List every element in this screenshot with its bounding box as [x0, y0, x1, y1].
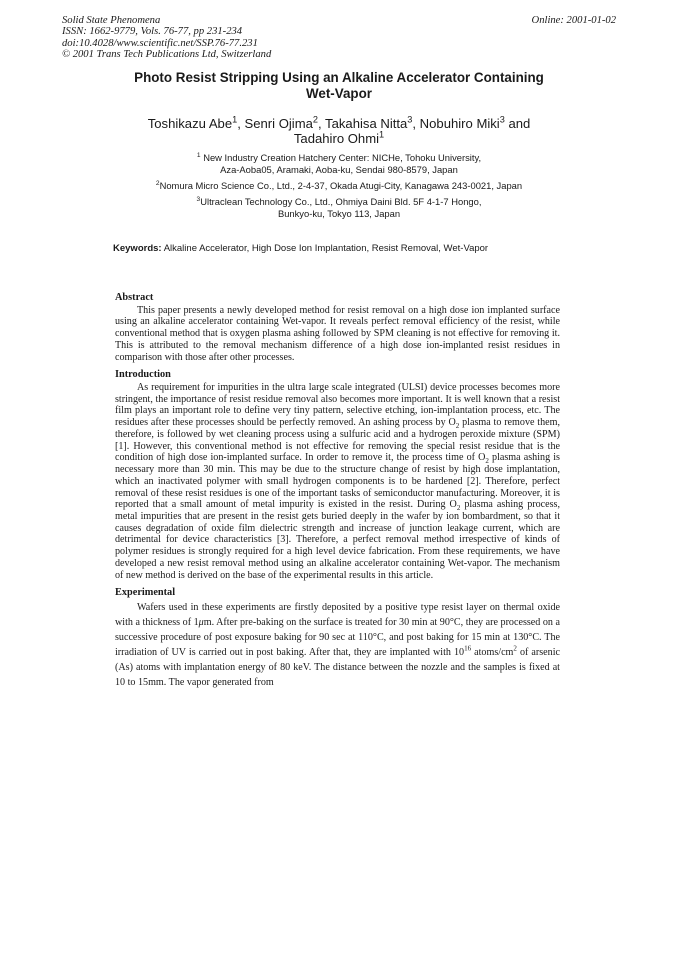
introduction-section [115, 369, 560, 581]
journal-name: Solid State Phenomena [62, 15, 161, 26]
text-run: m. After pre-baking on the surface is treated for 30 min at 90°C, they are processed on a successive procedure of post exposure baking for 90 sec at 110°C, and post baking for 15 min at 130°C. The irradiation of UV is carried out in post baking. After that, they are implanted with 10 [115, 617, 560, 659]
author-list [62, 116, 616, 146]
abstract-text: This paper presents a newly developed method for resist removal on a high dose ion implanted surface using an alkaline accelerator containing Wet-vapor. It reveals perfect removal efficiency of the resist, while conventional method that is oxygen plasma ashing followed by SPM cleaning is not effective for removing it. This is attributed to the removal mechanism difference of a high dose ion-implanted resist residues in comparison with those after other processes. [115, 304, 560, 363]
doi-line[interactable]: doi:10.4028/www.scientific.net/SSP.76-77.231 [62, 37, 258, 49]
paper-body [115, 292, 560, 697]
text-run: plasma ashing is necessary more than 30 min. This may be due to the structure change of resist by high dose implantation, which an inactivated polymer with small hydrogen components is to be hardened [2]. Therefore, perfect removal of these resist residues is one of the important tasks of semiconductor manufacturing. Moreover, it is reported that a small amount of metal impurity is existed in the resist. During O [115, 452, 560, 511]
author-name: Senri Ojima [244, 116, 313, 131]
introduction-heading: Introduction [115, 369, 171, 381]
micro-symbol: μ [198, 617, 204, 629]
affiliation-text: Ultraclean Technology Co., Ltd., Ohmiya Daini Bld. 5F 4-1-7 Hongo, [200, 196, 482, 207]
journal-header [62, 15, 402, 61]
affiliations [62, 152, 616, 224]
author-conjunction: and [508, 116, 531, 131]
text-run: atoms/cm [471, 647, 514, 659]
author-name: Nobuhiro Miki [419, 116, 500, 131]
issn-line: ISSN: 1662-9779, Vols. 76-77, pp 231-234 [62, 26, 243, 38]
affiliation-mark: 1 [196, 151, 201, 159]
subscript: 2 [485, 457, 489, 466]
author-affil-mark: 1 [379, 129, 385, 140]
author-affil-mark: 3 [499, 114, 505, 125]
copyright-line: © 2001 Trans Tech Publications Ltd, Switzerland [62, 49, 272, 61]
affiliation-1 [62, 152, 616, 176]
experimental-text [115, 600, 560, 691]
author-line-2 [62, 131, 616, 146]
experimental-heading: Experimental [115, 587, 176, 599]
affiliation-text: Nomura Micro Science Co., Ltd., 2-4-37, Okada Atugi-City, Kanagawa 243-0021, Japan [159, 180, 523, 191]
paper-title [62, 70, 616, 101]
affiliation-text: New Industry Creation Hatchery Center: NICHe, Tohoku University, [203, 152, 482, 163]
affiliation-2 [62, 180, 616, 192]
title-line-2: Wet-Vapor [306, 85, 372, 101]
introduction-text [115, 382, 560, 581]
author-affil-mark: 3 [407, 114, 413, 125]
subscript: 2 [456, 504, 461, 513]
abstract-section [115, 292, 560, 363]
abstract-heading: Abstract [115, 292, 154, 303]
title-line-1: Photo Resist Stripping Using an Alkaline Accelerator Containing [134, 70, 544, 85]
superscript: 2 [513, 644, 517, 653]
affiliation-text: Bunkyo-ku, Tokyo 113, Japan [277, 208, 401, 219]
author-name: Toshikazu Abe [147, 116, 233, 131]
author-affil-mark: 1 [232, 114, 238, 125]
keywords-label: Keywords: [113, 243, 162, 254]
superscript: 16 [464, 644, 472, 653]
text-run: of arsenic (As) atoms with implantation energy of 80 keV. The distance between the nozzle and the samples is fixed at 10 to 15mm. The vapor generated from [115, 647, 560, 689]
author-name: Tadahiro Ohmi [293, 131, 380, 147]
affiliation-3 [62, 196, 616, 220]
experimental-section [115, 587, 560, 690]
text-run: plasma ashing process, metal impurities that are present in the resist gets buried deeply in the wafer by ion bombardment, so that it causes degradation of oxide film dielectric strength and increase of junction leakage current, which are detrimental for device characteristics [3]. Therefore, a perfect removal method irrespective of kinds of polymer residues is strongly required for a high level device fabrication. From these requirements, we have developed a new resist removal method using an alkaline accelerator containing Wet-vapor. The mechanism of new method is derived on the base of the experimental results in this article. [115, 499, 560, 581]
author-line-1: Toshikazu Abe$^1$, Senri Ojima$^2$, Takahisa Nitta$^3$, Nobuhiro Miki$^3$ and [147, 114, 531, 131]
text-run: plasma to remove them, therefore, is followed by wet cleaning process using a sulfuric acid and a hydrogen peroxide mixture (SPM) [1]. However, this conventional method is not effective for removing the special resist residue that is the condition of high dose ion-implanted surface. In order to remove it, the process time of O [115, 417, 560, 464]
keywords-text: Alkaline Accelerator, High Dose Ion Implantation, Resist Removal, Wet-Vapor [163, 243, 489, 254]
subscript: 2 [455, 422, 460, 431]
author-name: Takahisa Nitta [325, 116, 408, 131]
affiliation-mark: 2 [155, 179, 160, 187]
affiliation-text: Aza-Aoba05, Aramaki, Aoba-ku, Sendai 980-8579, Japan [220, 164, 458, 175]
text-run: As requirement for impurities in the ultra large scale integrated (ULSI) device processes becomes more stringent, the importance of resist residue removal also becomes more important. It is well known that a resist film plays an important role to define very tiny pattern, selective etching, ion-implantation process, etc. The residues after these processes should be perfectly removed. An ashing process by O [115, 382, 560, 429]
author-affil-mark: 2 [312, 114, 318, 125]
keywords [113, 243, 613, 255]
affiliation-mark: 3 [196, 195, 201, 203]
text-run: Wafers used in these experiments are firstly deposited by a positive type resist layer on thermal oxide with a thickness of 1 [115, 601, 560, 629]
online-date: Online: 2001-01-02 [531, 15, 616, 26]
